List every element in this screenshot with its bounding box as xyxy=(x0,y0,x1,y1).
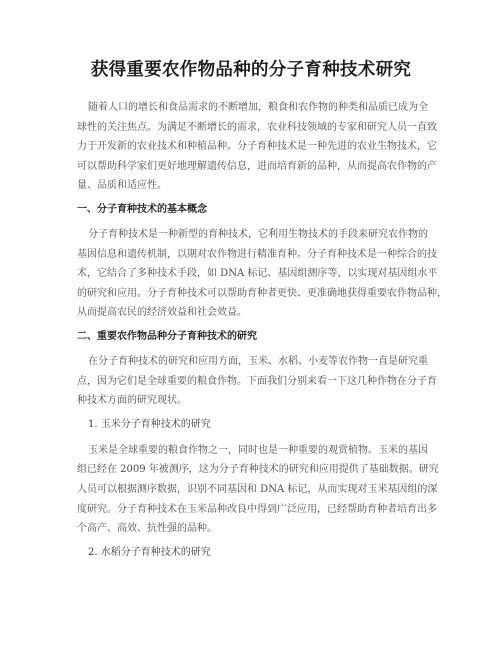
intro-paragraph xyxy=(77,98,437,196)
subsection-heading-2: 2. 水稻分子育种技术的研究 xyxy=(88,546,211,558)
subsection-heading-1: 1. 玉米分子育种技术的研究 xyxy=(88,418,211,430)
text-line: 的研究和应用。分子育种技术可以帮助育种者更快、更准确地获得重要农作物品种， xyxy=(77,287,447,299)
section-heading-1: 一、分子育种技术的基本概念 xyxy=(77,203,207,215)
text-line: 可以帮助科学家们更好地理解遗传信息，进而培育新的品种，从而提高农作物的产 xyxy=(77,160,437,172)
text-line: 点，因为它们是全球重要的粮食作物。下面我们分别来看一下这几种作物在分子育 xyxy=(77,375,437,387)
text-line: 人员可以根据测序数据，识别不同基因和 DNA 标记，从而实现对玉米基因组的深 xyxy=(77,483,438,495)
text-line: 随着人口的增长和食品需求的不断增加，粮食和农作物的种类和品质已成为全 xyxy=(88,102,428,113)
document-body xyxy=(77,98,447,569)
text-line: 量、品质和适应性。 xyxy=(77,180,167,192)
text-line: 分子育种技术是一种新型的育种技术，它利用生物技术的手段来研究农作物的 xyxy=(88,228,428,240)
text-line: 基因信息和遗传机制，以期对农作物进行精准育种。分子育种技术是一种综合的技 xyxy=(77,248,437,260)
text-line: 术，它结合了多种技术手段，如 DNA 标记、基因组测序等，以实现对基因组水平 xyxy=(77,268,438,280)
document-title: 获得重要农作物品种的分子育种技术研究 xyxy=(90,60,412,80)
text-line: 玉米是全球重要的粮食作物之一，同时也是一种重要的观赏植物。玉米的基因 xyxy=(88,444,428,456)
text-line: 球性的关注焦点。为满足不断增长的需求，农业科技领域的专家和研究人员一直致 xyxy=(77,121,437,133)
text-line: 个高产、高效、抗性强的品种。 xyxy=(77,523,217,535)
section-heading-2: 二、重要农作物品种分子育种技术的研究 xyxy=(77,330,257,342)
section-1-paragraph xyxy=(77,225,447,323)
text-line: 力于开发新的农业技术和种植品种。分子育种技术是一种先进的农业生物技术，它 xyxy=(77,141,437,153)
text-line: 度研究。分子育种技术在玉米品种改良中得到广泛应用，已经帮助育种者培育出多 xyxy=(77,503,437,515)
text-line: 组已经在 2009 年被测序，这为分子育种技术的研究和应用提供了基础数据。研究 xyxy=(77,464,439,476)
text-line: 在分子育种技术的研究和应用方面，玉米、水稻、小麦等农作物一直是研究重 xyxy=(88,355,428,367)
text-line: 种技术方面的研究现状。 xyxy=(77,395,187,407)
text-line: 从而提高农民的经济效益和社会效益。 xyxy=(77,307,247,319)
subsection-1-paragraph xyxy=(77,441,437,539)
section-2-paragraph xyxy=(77,352,437,411)
